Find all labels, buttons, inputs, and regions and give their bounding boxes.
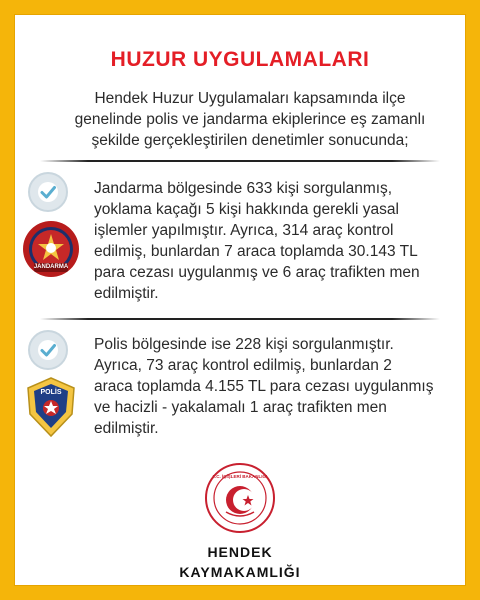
jandarma-line: Jandarma bölgesinde 633 kişi sorgulanmış,	[94, 180, 393, 197]
polis-line: Polis bölgesinde ise 228 kişi sorgulanmıştır.	[94, 336, 394, 353]
page-title: HUZUR UYGULAMALARI	[110, 48, 370, 71]
jandarma-line: yoklama kaçağı 5 kişi hakkında gerekli yasal	[94, 201, 399, 218]
ministry-seal-icon	[204, 462, 276, 534]
check-badge-icon	[28, 330, 68, 370]
check-badge-icon	[28, 172, 68, 212]
footer-line-1: HENDEK	[207, 544, 273, 560]
jandarma-line: işlemler yapılmıştır. Ayrıca, 314 araç kontrol	[94, 222, 394, 239]
footer-line-2: KAYMAKAMLIĞI	[179, 564, 301, 580]
polis-emblem-label: POLİS	[40, 389, 62, 396]
jandarma-line: para cezası uygulanmış ve 6 araç trafikten men	[94, 264, 420, 281]
jandarma-line: edilmiştir.	[94, 285, 159, 302]
divider	[40, 318, 440, 320]
seal-text: T.C. İÇİŞLERİ BAKANLIĞI	[212, 474, 268, 479]
intro-line: genelinde polis ve jandarma ekiplerince eş zamanlı	[74, 111, 426, 128]
info-card	[14, 14, 466, 586]
intro-line: şekilde gerçekleştirilen denetimler sonucunda;	[91, 132, 409, 149]
intro-paragraph	[50, 88, 450, 151]
polis-report	[94, 334, 454, 439]
polis-line: Ayrıca, 73 araç kontrol edilmiş, bunlardan 2	[94, 357, 392, 374]
intro-line: Hendek Huzur Uygulamaları kapsamında ilçe	[94, 90, 406, 107]
polis-line: ve hacizli - yakalamalı 1 araç trafikten men	[94, 399, 387, 416]
polis-line: araca toplamda 4.155 TL para cezası uygulanmış	[94, 378, 434, 395]
jandarma-emblem-label: JANDARMA	[33, 264, 69, 270]
divider	[40, 160, 440, 162]
jandarma-report	[94, 178, 454, 304]
jandarma-emblem-icon	[22, 220, 80, 278]
polis-line: edilmiştir.	[94, 420, 159, 437]
jandarma-line: edilmiş, bunlardan 7 araca toplamda 30.143 TL	[94, 243, 418, 260]
polis-emblem-icon	[22, 376, 80, 438]
